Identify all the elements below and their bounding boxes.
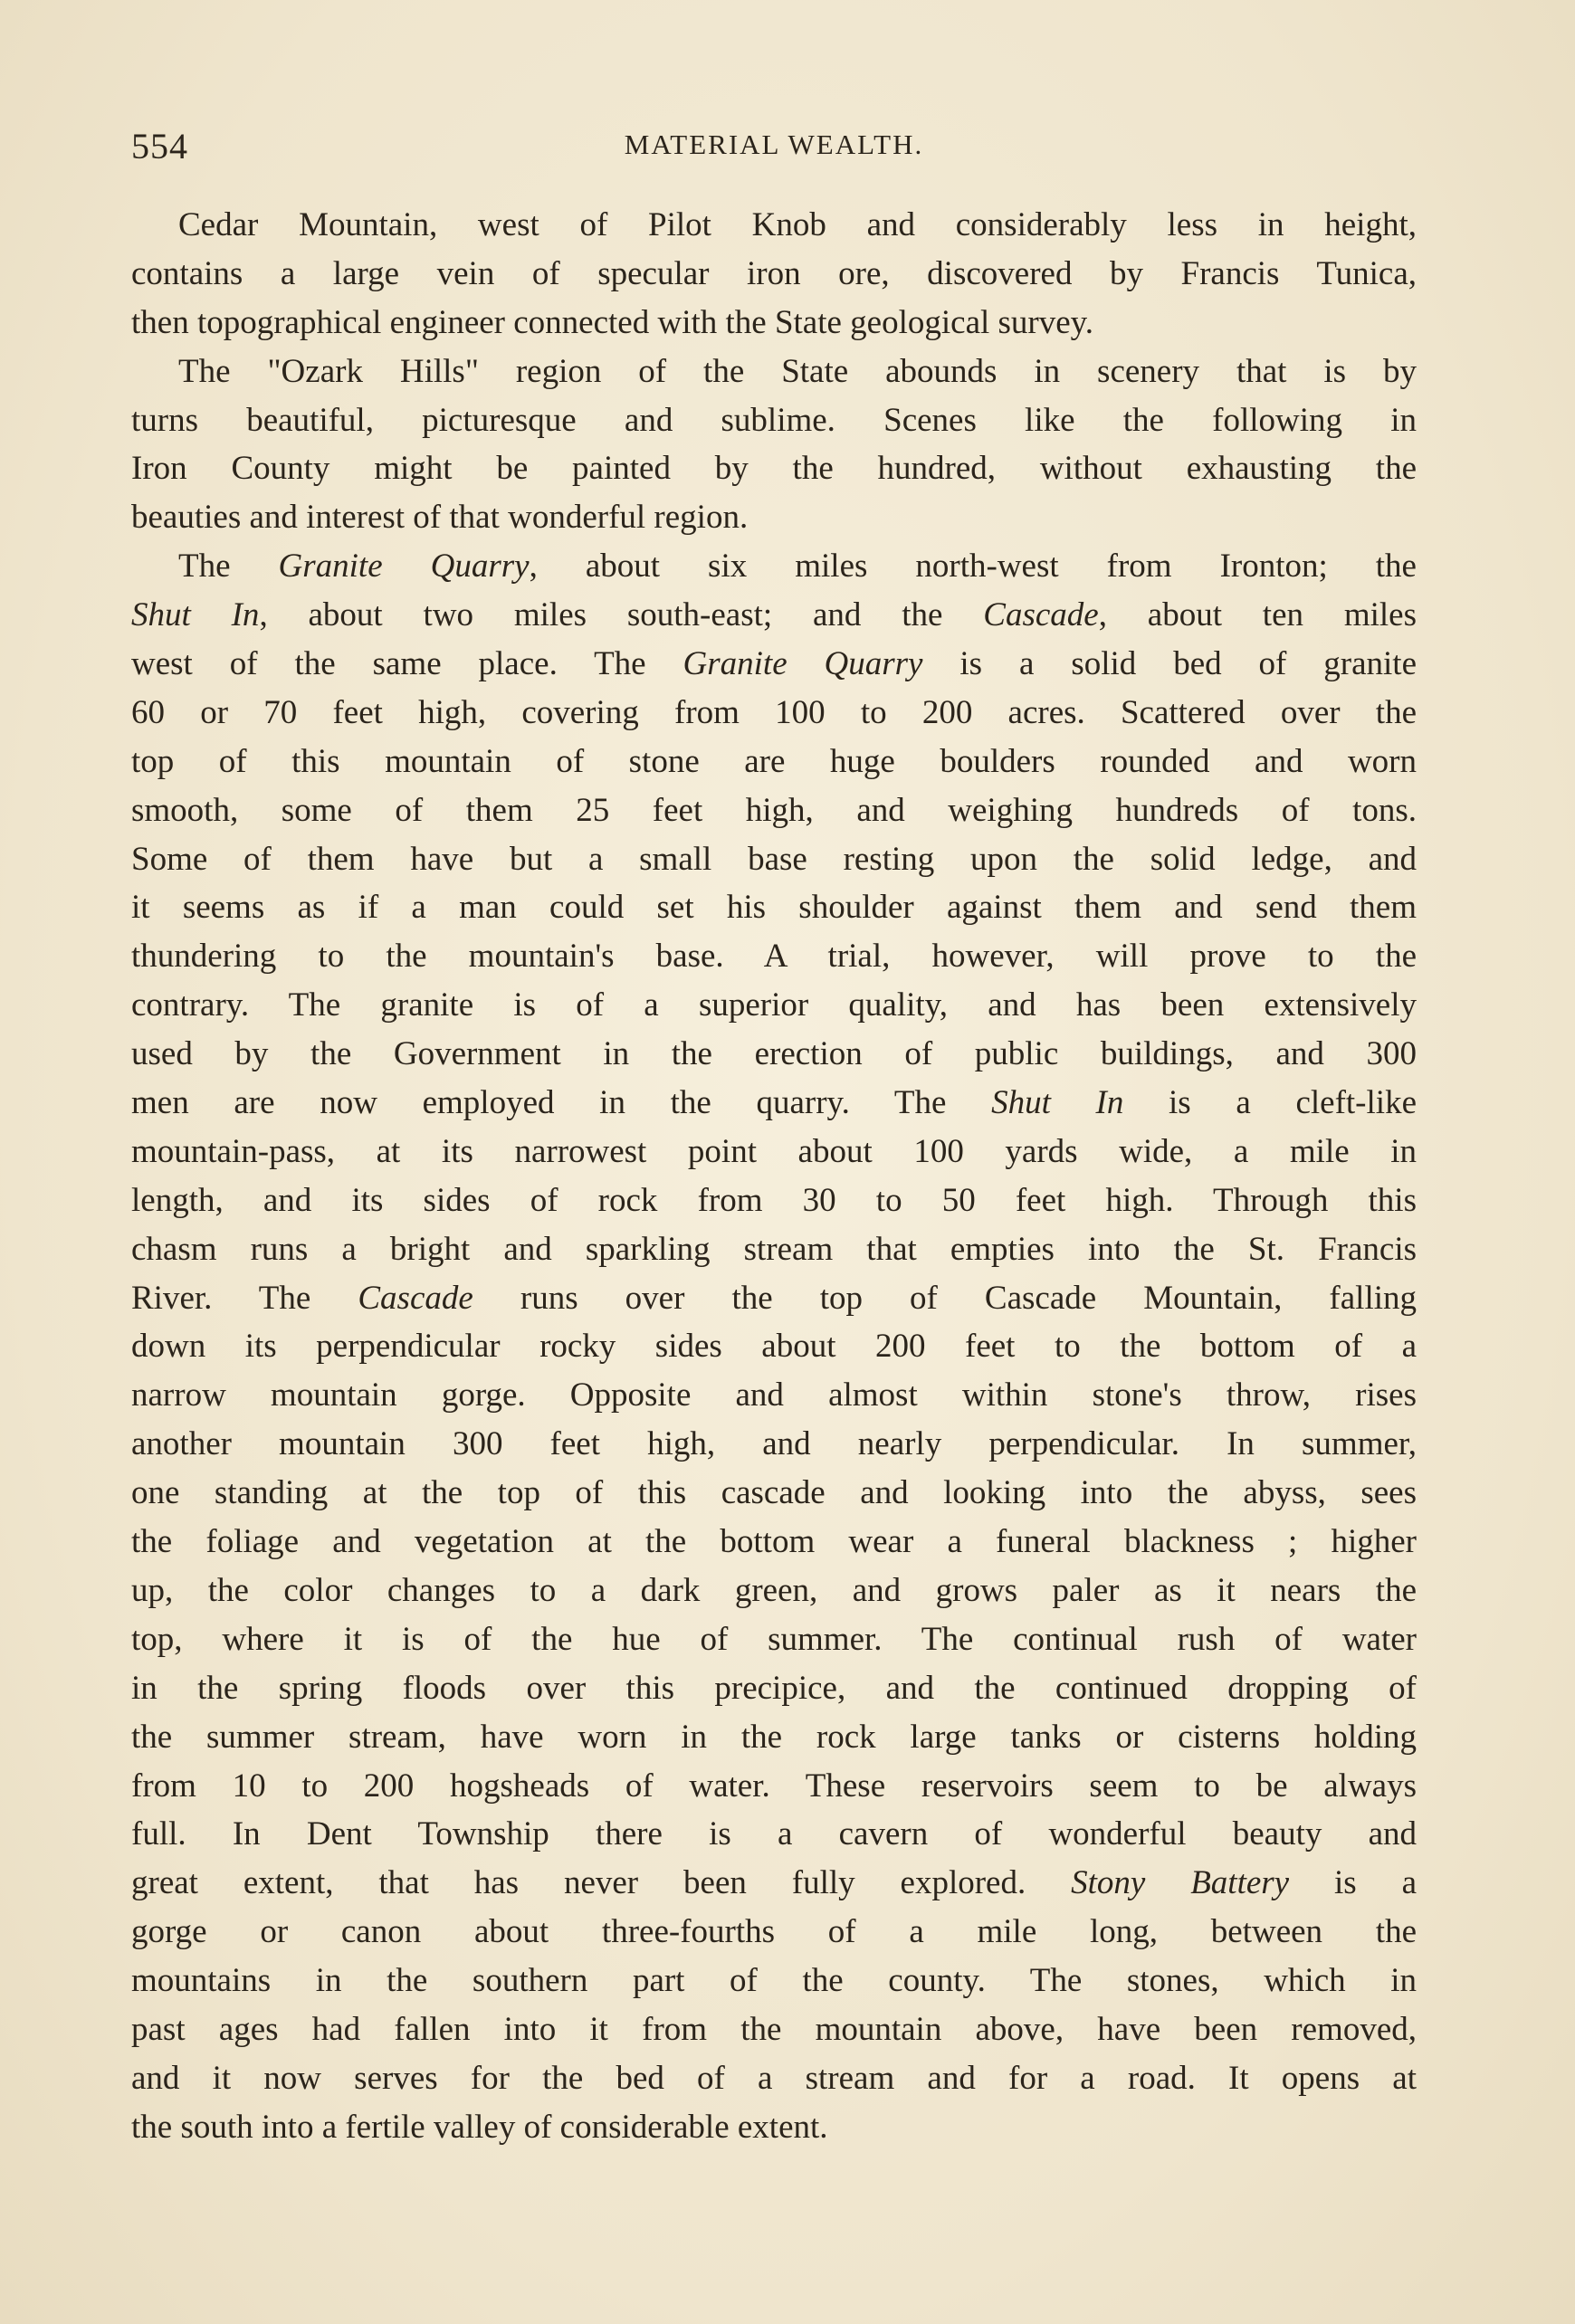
text-run: contrary. The granite is of a superior quality, and has been extensively (131, 986, 1417, 1024)
text-line (131, 1908, 1417, 1957)
text-line (131, 1030, 1417, 1079)
text-run: another mountain 300 feet high, and nearly perpendicular. In summer, (131, 1425, 1417, 1463)
text-line (131, 1957, 1417, 2005)
text-run: Cedar Mountain, west of Pilot Knob and considerably less in height, (178, 206, 1417, 243)
text-line (131, 1225, 1417, 1274)
text-line (131, 1518, 1417, 1567)
text-line (131, 201, 1417, 250)
italic-phrase: Cascade (983, 596, 1099, 634)
text-run: great extent, that has never been fully explored. (131, 1864, 1072, 1902)
text-line (131, 1420, 1417, 1469)
text-line (131, 981, 1417, 1030)
text-line (131, 883, 1417, 932)
text-run: The "Ozark Hills" region of the State abounds in scenery that is by (178, 352, 1417, 390)
text-run: mountains in the southern part of the county. The stones, which in (131, 1962, 1417, 2000)
text-line (131, 542, 1417, 591)
text-line (131, 1859, 1417, 1908)
italic-phrase: Shut In (991, 1084, 1124, 1122)
text-run: the summer stream, have worn in the rock large tanks or cisterns holding (131, 1718, 1417, 1756)
text-line (131, 640, 1417, 689)
text-run: from 10 to 200 hogsheads of water. These reservoirs seem to be always (131, 1767, 1417, 1805)
text-run: mountain-pass, at its narrowest point about 100 yards wide, a mile in (131, 1132, 1417, 1170)
text-run: chasm runs a bright and sparkling stream that empties into the St. Francis (131, 1230, 1417, 1268)
text-run: thundering to the mountain's base. A trial, however, will prove to the (131, 938, 1417, 976)
text-run: and it now serves for the bed of a stream and for a road. It opens at (131, 2059, 1417, 2097)
text-run: top of this mountain of stone are huge boulders rounded and worn (131, 742, 1417, 780)
text-line (131, 299, 1417, 348)
italic-phrase: Granite Quarry (278, 548, 530, 586)
text-run: beauties and interest of that wonderful region. (131, 499, 749, 537)
text-run: 60 or 70 feet high, covering from 100 to 200 acres. Scattered over the (131, 693, 1417, 731)
text-run: , about two miles south-east; and the (259, 596, 984, 634)
text-run: Iron County might be painted by the hundred, without exhausting the (131, 450, 1417, 488)
text-run: top, where it is of the hue of summer. The continual rush of water (131, 1620, 1417, 1658)
text-line (131, 1322, 1417, 1371)
text-run: length, and its sides of rock from 30 to 50 feet high. Through this (131, 1181, 1417, 1219)
italic-phrase: Stony Battery (1071, 1864, 1290, 1902)
italic-phrase: Shut In (131, 596, 260, 634)
italic-phrase: Granite Quarry (682, 645, 923, 683)
text-run: used by the Government in the erection of public buildings, and 300 (131, 1035, 1417, 1073)
text-run: narrow mountain gorge. Opposite and almost within stone's throw, rises (131, 1376, 1417, 1414)
text-line (131, 1810, 1417, 1859)
body-text (131, 201, 1417, 2152)
text-line (131, 1762, 1417, 1811)
text-run: down its perpendicular rocky sides about 200 feet to the bottom of a (131, 1328, 1417, 1366)
text-line (131, 1274, 1417, 1323)
text-line (131, 1371, 1417, 1420)
text-line (131, 1176, 1417, 1225)
text-line (131, 2005, 1417, 2054)
text-line (131, 444, 1417, 493)
text-run: is a (1289, 1864, 1417, 1902)
page-number: 554 (131, 126, 188, 167)
text-line (131, 786, 1417, 835)
text-line (131, 1469, 1417, 1518)
text-run: River. The (131, 1279, 358, 1317)
text-line (131, 738, 1417, 786)
text-run: gorge or canon about three-fourths of a mile long, between the (131, 1913, 1417, 1951)
text-line (131, 932, 1417, 981)
text-run: full. In Dent Township there is a cavern of wonderful beauty and (131, 1815, 1417, 1853)
text-run: is a cleft-like (1123, 1084, 1417, 1122)
text-line (131, 1664, 1417, 1713)
text-run: up, the color changes to a dark green, and grows paler as it nears the (131, 1571, 1417, 1609)
text-line (131, 493, 1417, 542)
text-run: contains a large vein of specular iron ore, discovered by Francis Tunica, (131, 254, 1417, 292)
page-header (131, 125, 1417, 170)
text-line (131, 396, 1417, 445)
text-line (131, 250, 1417, 299)
text-line (131, 1079, 1417, 1128)
text-line (131, 1567, 1417, 1615)
text-run: turns beautiful, picturesque and sublime. Scenes like the following in (131, 401, 1417, 439)
text-run: it seems as if a man could set his shoulder against them and send them (131, 889, 1417, 927)
text-run: , about ten miles (1098, 596, 1417, 634)
text-run: runs over the top of Cascade Mountain, falling (472, 1279, 1417, 1317)
text-line (131, 689, 1417, 738)
text-run: the south into a fertile valley of considerable extent. (131, 2108, 828, 2146)
text-run: in the spring floods over this precipice, and the continued dropping of (131, 1669, 1417, 1707)
text-run: then topographical engineer connected with the State geological survey. (131, 303, 1094, 341)
text-line (131, 835, 1417, 884)
text-run: is a solid bed of granite (922, 645, 1418, 683)
text-run: west of the same place. The (131, 645, 683, 683)
text-run: one standing at the top of this cascade and looking into the abyss, sees (131, 1474, 1417, 1512)
running-head: MATERIAL WEALTH. (624, 129, 924, 160)
text-run: Some of them have but a small base resting upon the solid ledge, and (131, 840, 1417, 878)
italic-phrase: Cascade (358, 1279, 473, 1317)
text-line (131, 1128, 1417, 1176)
text-line (131, 2103, 1417, 2152)
text-line (131, 2054, 1417, 2103)
text-line (131, 348, 1417, 396)
text-line (131, 1713, 1417, 1762)
text-run: men are now employed in the quarry. The (131, 1084, 992, 1122)
text-run: The (178, 548, 279, 586)
text-run: , about six miles north-west from Ironton; the (529, 548, 1417, 586)
text-run: smooth, some of them 25 feet high, and weighing hundreds of tons. (131, 791, 1417, 829)
text-run: past ages had fallen into it from the mountain above, have been removed, (131, 2010, 1417, 2048)
text-line (131, 1615, 1417, 1664)
text-line (131, 591, 1417, 640)
text-run: the foliage and vegetation at the bottom wear a funeral blackness ; higher (131, 1523, 1417, 1561)
